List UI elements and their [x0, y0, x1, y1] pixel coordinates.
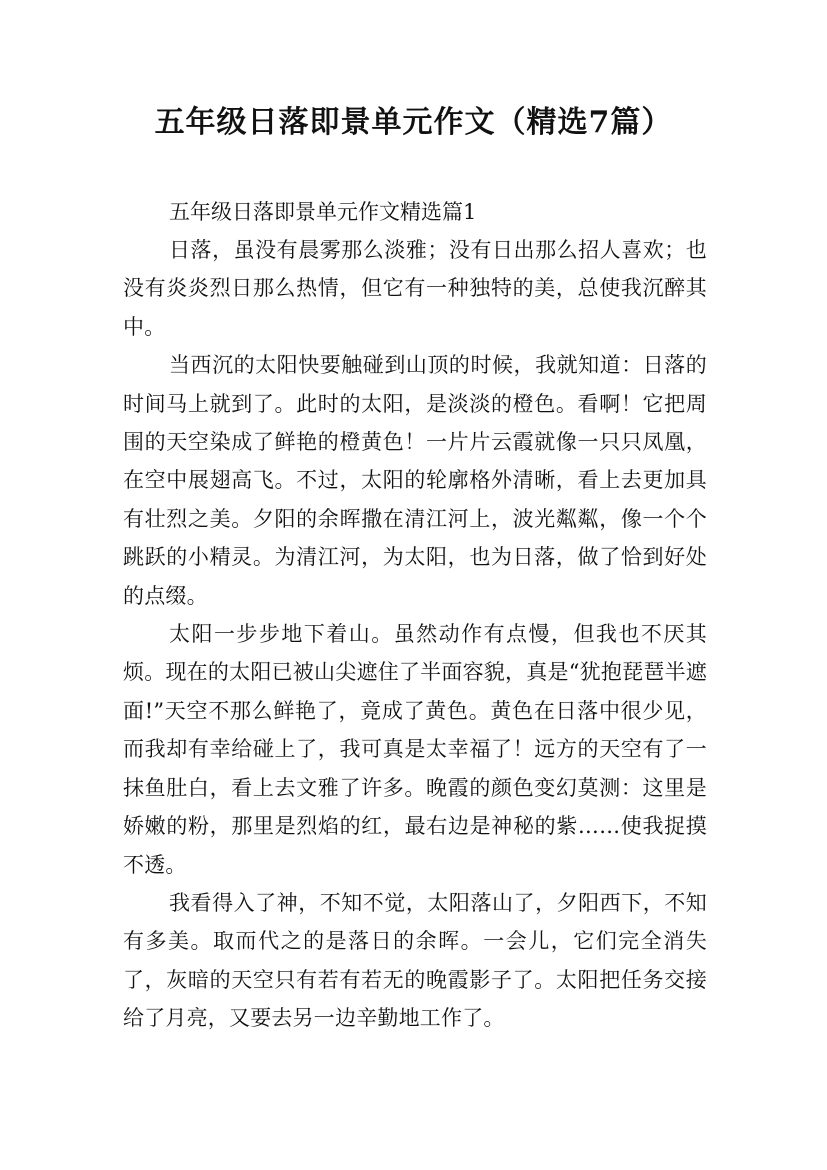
paragraph-2: 当西沉的太阳快要触碰到山顶的时候，我就知道：日落的时间马上就到了。此时的太阳，是淡淡的橙色。看啊！它把周围的天空染成了鲜艳的橙黄色！一片片云霞就像一只只凤凰，在空中展翅高飞。不过，太阳的轮廓格外清晰，看上去更加具有壮烈之美。夕阳的余晖撒在清江河上，波光粼粼，像一个个跳跃的小精灵。为清江河，为太阳，也为日落，做了恰到好处的点缀。: [123, 353, 707, 608]
section-heading: 五年级日落即景单元作文精选篇1: [169, 200, 477, 224]
paragraph-1: 日落，虽没有晨雾那么淡雅；没有日出那么招人喜欢；也没有炎炎烈日那么热情，但它有一种独特的美，总使我沉醉其中。: [123, 238, 707, 339]
paragraph-4: 我看得入了神，不知不觉，太阳落山了，夕阳西下，不知有多美。取而代之的是落日的余晖。一会儿，它们完全消失了，灰暗的天空只有若有若无的晚霞影子了。太阳把任务交接给了月亮，又要去另一边辛勤地工作了。: [123, 890, 707, 1031]
paragraph-3: 太阳一步步地下着山。虽然动作有点慢，但我也不厌其烦。现在的太阳已被山尖遮住了半面容貌，真是“犹抱琵琶半遮面!”天空不那么鲜艳了，竟成了黄色。黄色在日落中很少见，而我却有幸给碰上了，我可真是太幸福了！远方的天空有了一抹鱼肚白，看上去文雅了许多。晚霞的颜色变幻莫测：这里是娇嫩的粉，那里是烈焰的红，最右边是神秘的紫……使我捉摸不透。: [123, 622, 707, 877]
document-body: [123, 193, 707, 1038]
document-title: 五年级日落即景单元作文（精选7篇）: [154, 105, 673, 140]
